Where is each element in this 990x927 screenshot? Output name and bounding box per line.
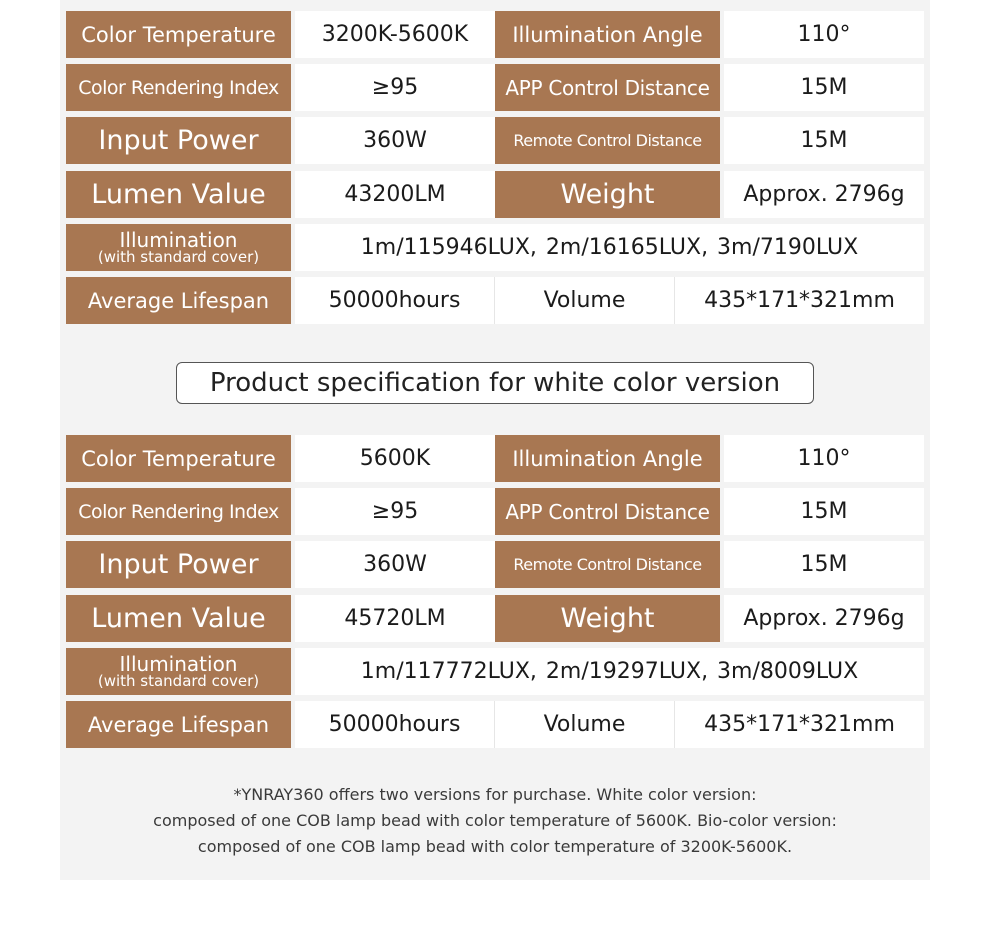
footnote-line: composed of one COB lamp bead with color temperature of 3200K-5600K. <box>197 837 793 856</box>
spec-value: 15M <box>724 64 924 111</box>
spec-value: 110° <box>724 435 924 482</box>
spec-label: APP Control Distance <box>495 488 720 535</box>
spec-value: 360W <box>295 541 495 588</box>
spec-label: Color Temperature <box>66 11 291 58</box>
illumination-label: Illumination <box>119 652 238 676</box>
spec-label: Lumen Value <box>66 595 291 642</box>
spec-row-color-temperature <box>66 435 924 482</box>
illumination-sublabel: (with standard cover) <box>97 248 260 266</box>
spec-row-lumen-value <box>66 595 924 642</box>
spec-label: Input Power <box>66 541 291 588</box>
spec-label: Illumination Angle <box>495 11 720 58</box>
spec-label: Average Lifespan <box>66 701 291 748</box>
footnote <box>60 782 930 860</box>
footnote-line: composed of one COB lamp bead with color temperature of 5600K. Bio-color version: <box>153 811 837 830</box>
spec-label: Weight <box>495 171 720 218</box>
spec-label: Illumination Angle <box>495 435 720 482</box>
spec-value: 15M <box>724 541 924 588</box>
spec-label: Color Rendering Index <box>66 488 291 535</box>
spec-row-color-temperature <box>66 11 924 58</box>
spec-value: 110° <box>724 11 924 58</box>
spec-value: 3200K-5600K <box>295 11 495 58</box>
spec-label: Input Power <box>66 117 291 164</box>
spec-value: 15M <box>724 488 924 535</box>
spec-row-input-power <box>66 117 924 164</box>
spec-value: Approx. 2796g <box>724 171 924 218</box>
illumination-label: Illumination <box>119 228 238 252</box>
spec-row-lifespan <box>66 701 924 748</box>
spec-row-color-rendering-index <box>66 488 924 535</box>
spec-value: 43200LM <box>295 171 495 218</box>
spec-label: Weight <box>495 595 720 642</box>
spec-row-lifespan <box>66 277 924 324</box>
spec-row-lumen-value <box>66 171 924 218</box>
spec-label: Remote Control Distance <box>495 541 720 588</box>
spec-value: 45720LM <box>295 595 495 642</box>
spec-label: Remote Control Distance <box>495 117 720 164</box>
volume-label: Volume <box>495 701 675 748</box>
spec-label: Lumen Value <box>66 171 291 218</box>
spec-label <box>66 224 291 271</box>
volume-label: Volume <box>495 277 675 324</box>
volume-value: 435*171*321mm <box>675 701 924 748</box>
spec-label <box>66 648 291 695</box>
illumination-value: 1m/117772LUX, 2m/19297LUX, 3m/8009LUX <box>295 648 924 695</box>
spec-label: Average Lifespan <box>66 277 291 324</box>
illumination-value: 1m/115946LUX, 2m/16165LUX, 3m/7190LUX <box>295 224 924 271</box>
spec-value: 15M <box>724 117 924 164</box>
section-heading: Product specification for white color version <box>176 362 814 404</box>
spec-row-input-power <box>66 541 924 588</box>
spec-row-color-rendering-index <box>66 64 924 111</box>
spec-row-illumination <box>66 648 924 695</box>
spec-value: ≥95 <box>295 64 495 111</box>
spec-value: 50000hours <box>295 701 495 748</box>
spec-value: 50000hours <box>295 277 495 324</box>
spec-value: 360W <box>295 117 495 164</box>
volume-value: 435*171*321mm <box>675 277 924 324</box>
spec-value: ≥95 <box>295 488 495 535</box>
spec-value: Approx. 2796g <box>724 595 924 642</box>
spec-label: Color Temperature <box>66 435 291 482</box>
spec-label: Color Rendering Index <box>66 64 291 111</box>
footnote-line: *YNRAY360 offers two versions for purchase. White color version: <box>233 785 757 804</box>
spec-label: APP Control Distance <box>495 64 720 111</box>
spec-row-illumination <box>66 224 924 271</box>
spec-value: 5600K <box>295 435 495 482</box>
illumination-sublabel: (with standard cover) <box>97 672 260 690</box>
